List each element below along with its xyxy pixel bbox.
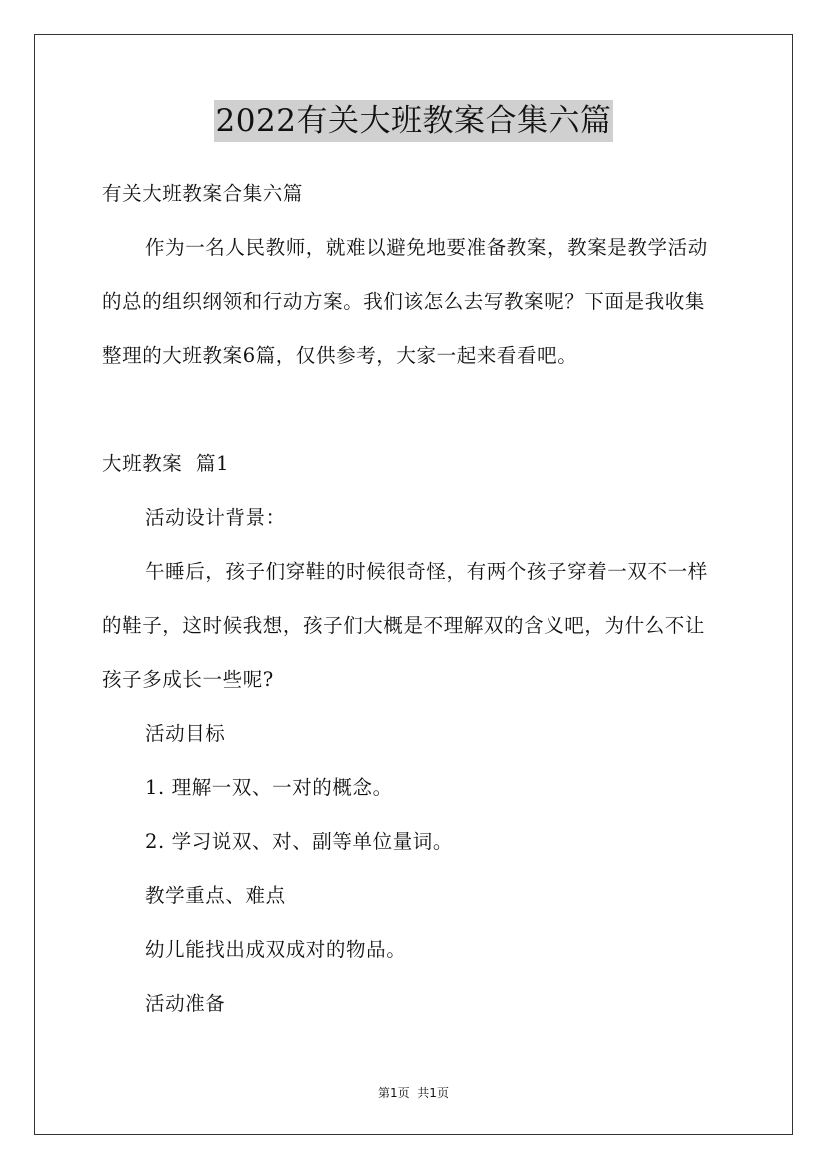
paragraph-line: 活动目标 (145, 722, 226, 745)
paragraph-line: 1. 理解一双、一对的概念。 (145, 776, 393, 799)
paragraph-line: 的鞋子，这时候我想，孩子们大概是不理解双的含义吧，为什么不让 (102, 614, 706, 637)
paragraph-line: 午睡后，孩子们穿鞋的时候很奇怪，有两个孩子穿着一双不一样 (145, 560, 708, 583)
paragraph-line: 2. 学习说双、对、副等单位量词。 (145, 830, 454, 853)
document-title: 2022有关大班教案合集六篇 (214, 100, 614, 142)
page-footer (0, 1084, 827, 1101)
section-heading: 大班教案 篇1 (102, 452, 230, 475)
page-number: 第1页 共1页 (378, 1086, 449, 1100)
intro-line-2: 的总的组织纲领和行动方案。我们该怎么去写教案呢？下面是我收集 (102, 290, 706, 313)
paragraph-line: 孩子多成长一些呢? (102, 668, 274, 691)
paragraph-line: 活动准备 (145, 992, 226, 1015)
intro-line-1: 作为一名人民教师，就难以避免地要准备教案，教案是教学活动 (145, 236, 708, 259)
paragraph-line: 幼儿能找出成双成对的物品。 (145, 938, 407, 961)
document-subtitle: 有关大班教案合集六篇 (102, 182, 304, 205)
paragraph-line: 活动设计背景： (145, 506, 286, 529)
title-container (0, 100, 827, 142)
intro-line-3: 整理的大班教案6篇，仅供参考，大家一起来看看吧。 (102, 344, 578, 367)
paragraph-line: 教学重点、难点 (145, 884, 286, 907)
